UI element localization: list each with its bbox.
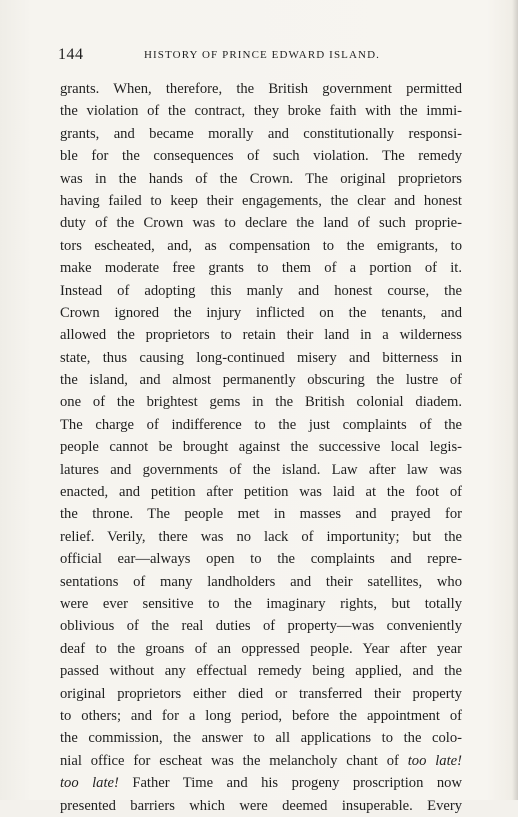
- text-line: one of the brightest gems in the British colonial diadem.: [60, 394, 462, 411]
- running-head: HISTORY OF PRINCE EDWARD ISLAND.: [144, 49, 380, 61]
- text-line: passed without any effectual remedy being applied, and the: [60, 663, 462, 680]
- italic-run: too late!: [60, 775, 119, 792]
- text-line: official ear—always open to the complaints and repre-: [60, 551, 462, 568]
- text-line: state, thus causing long-continued misery and bitterness in: [60, 349, 462, 366]
- text-line: deaf to the groans of an oppressed people. Year after year: [60, 640, 462, 657]
- text-line: original proprietors either died or transferred their property: [60, 685, 462, 702]
- text-line: make moderate free grants to them of a portion of it.: [60, 260, 462, 277]
- text-line: relief. Verily, there was no lack of importunity; but the: [60, 528, 462, 545]
- text-line: to others; and for a long period, before the appointment of: [60, 707, 462, 724]
- page-header: [58, 46, 458, 68]
- text-line: Crown ignored the injury inflicted on the tenants, and: [60, 304, 462, 321]
- page-number: 144: [58, 46, 84, 63]
- text-line: the island, and almost permanently obscuring the lustre of: [60, 372, 462, 389]
- text-line: the throne. The people met in masses and prayed for: [60, 506, 462, 523]
- text-line: people cannot be brought against the successive local legis-: [60, 439, 462, 456]
- text-line: tors escheated, and, as compensation to the emigrants, to: [60, 237, 462, 254]
- text-line: oblivious of the real duties of property—was conveniently: [60, 618, 462, 635]
- text-line: ble for the consequences of such violation. The remedy: [60, 148, 462, 165]
- body-text: [60, 78, 462, 817]
- page-edge-shadow: [512, 0, 518, 800]
- text-run: Father Time and his progeny proscription now: [118, 775, 462, 792]
- text-line: enacted, and petition after petition was laid at the foot of: [60, 484, 462, 501]
- text-line: the violation of the contract, they broke faith with the immi-: [60, 103, 462, 120]
- text-line: duty of the Crown was to declare the land of such proprie-: [60, 215, 462, 232]
- text-line: grants, and became morally and constitutionally responsi-: [60, 125, 462, 142]
- text-line: were ever sensitive to the imaginary rights, but totally: [60, 595, 462, 612]
- text-line: the commission, the answer to all applications to the colo-: [60, 730, 462, 747]
- text-line: grants. When, therefore, the British government permitted: [60, 81, 462, 97]
- text-line: The charge of indifference to the just complaints of the: [60, 416, 462, 433]
- text-line-mixed: [60, 772, 462, 794]
- text-line: having failed to keep their engagements, the clear and honest: [60, 192, 462, 209]
- text-line: sentations of many landholders and their satellites, who: [60, 573, 462, 590]
- text-line: presented barriers which were deemed insuperable. Every: [60, 797, 462, 814]
- text-line: allowed the proprietors to retain their land in a wilderness: [60, 327, 462, 344]
- italic-run: too late!: [407, 752, 462, 769]
- text-run: nial office for escheat was the melancholy chant of: [60, 752, 408, 769]
- text-line-mixed: [60, 750, 462, 772]
- text-line: latures and governments of the island. Law after law was: [60, 461, 462, 478]
- text-line: Instead of adopting this manly and honest course, the: [60, 282, 462, 299]
- text-line: was in the hands of the Crown. The original proprietors: [60, 170, 462, 187]
